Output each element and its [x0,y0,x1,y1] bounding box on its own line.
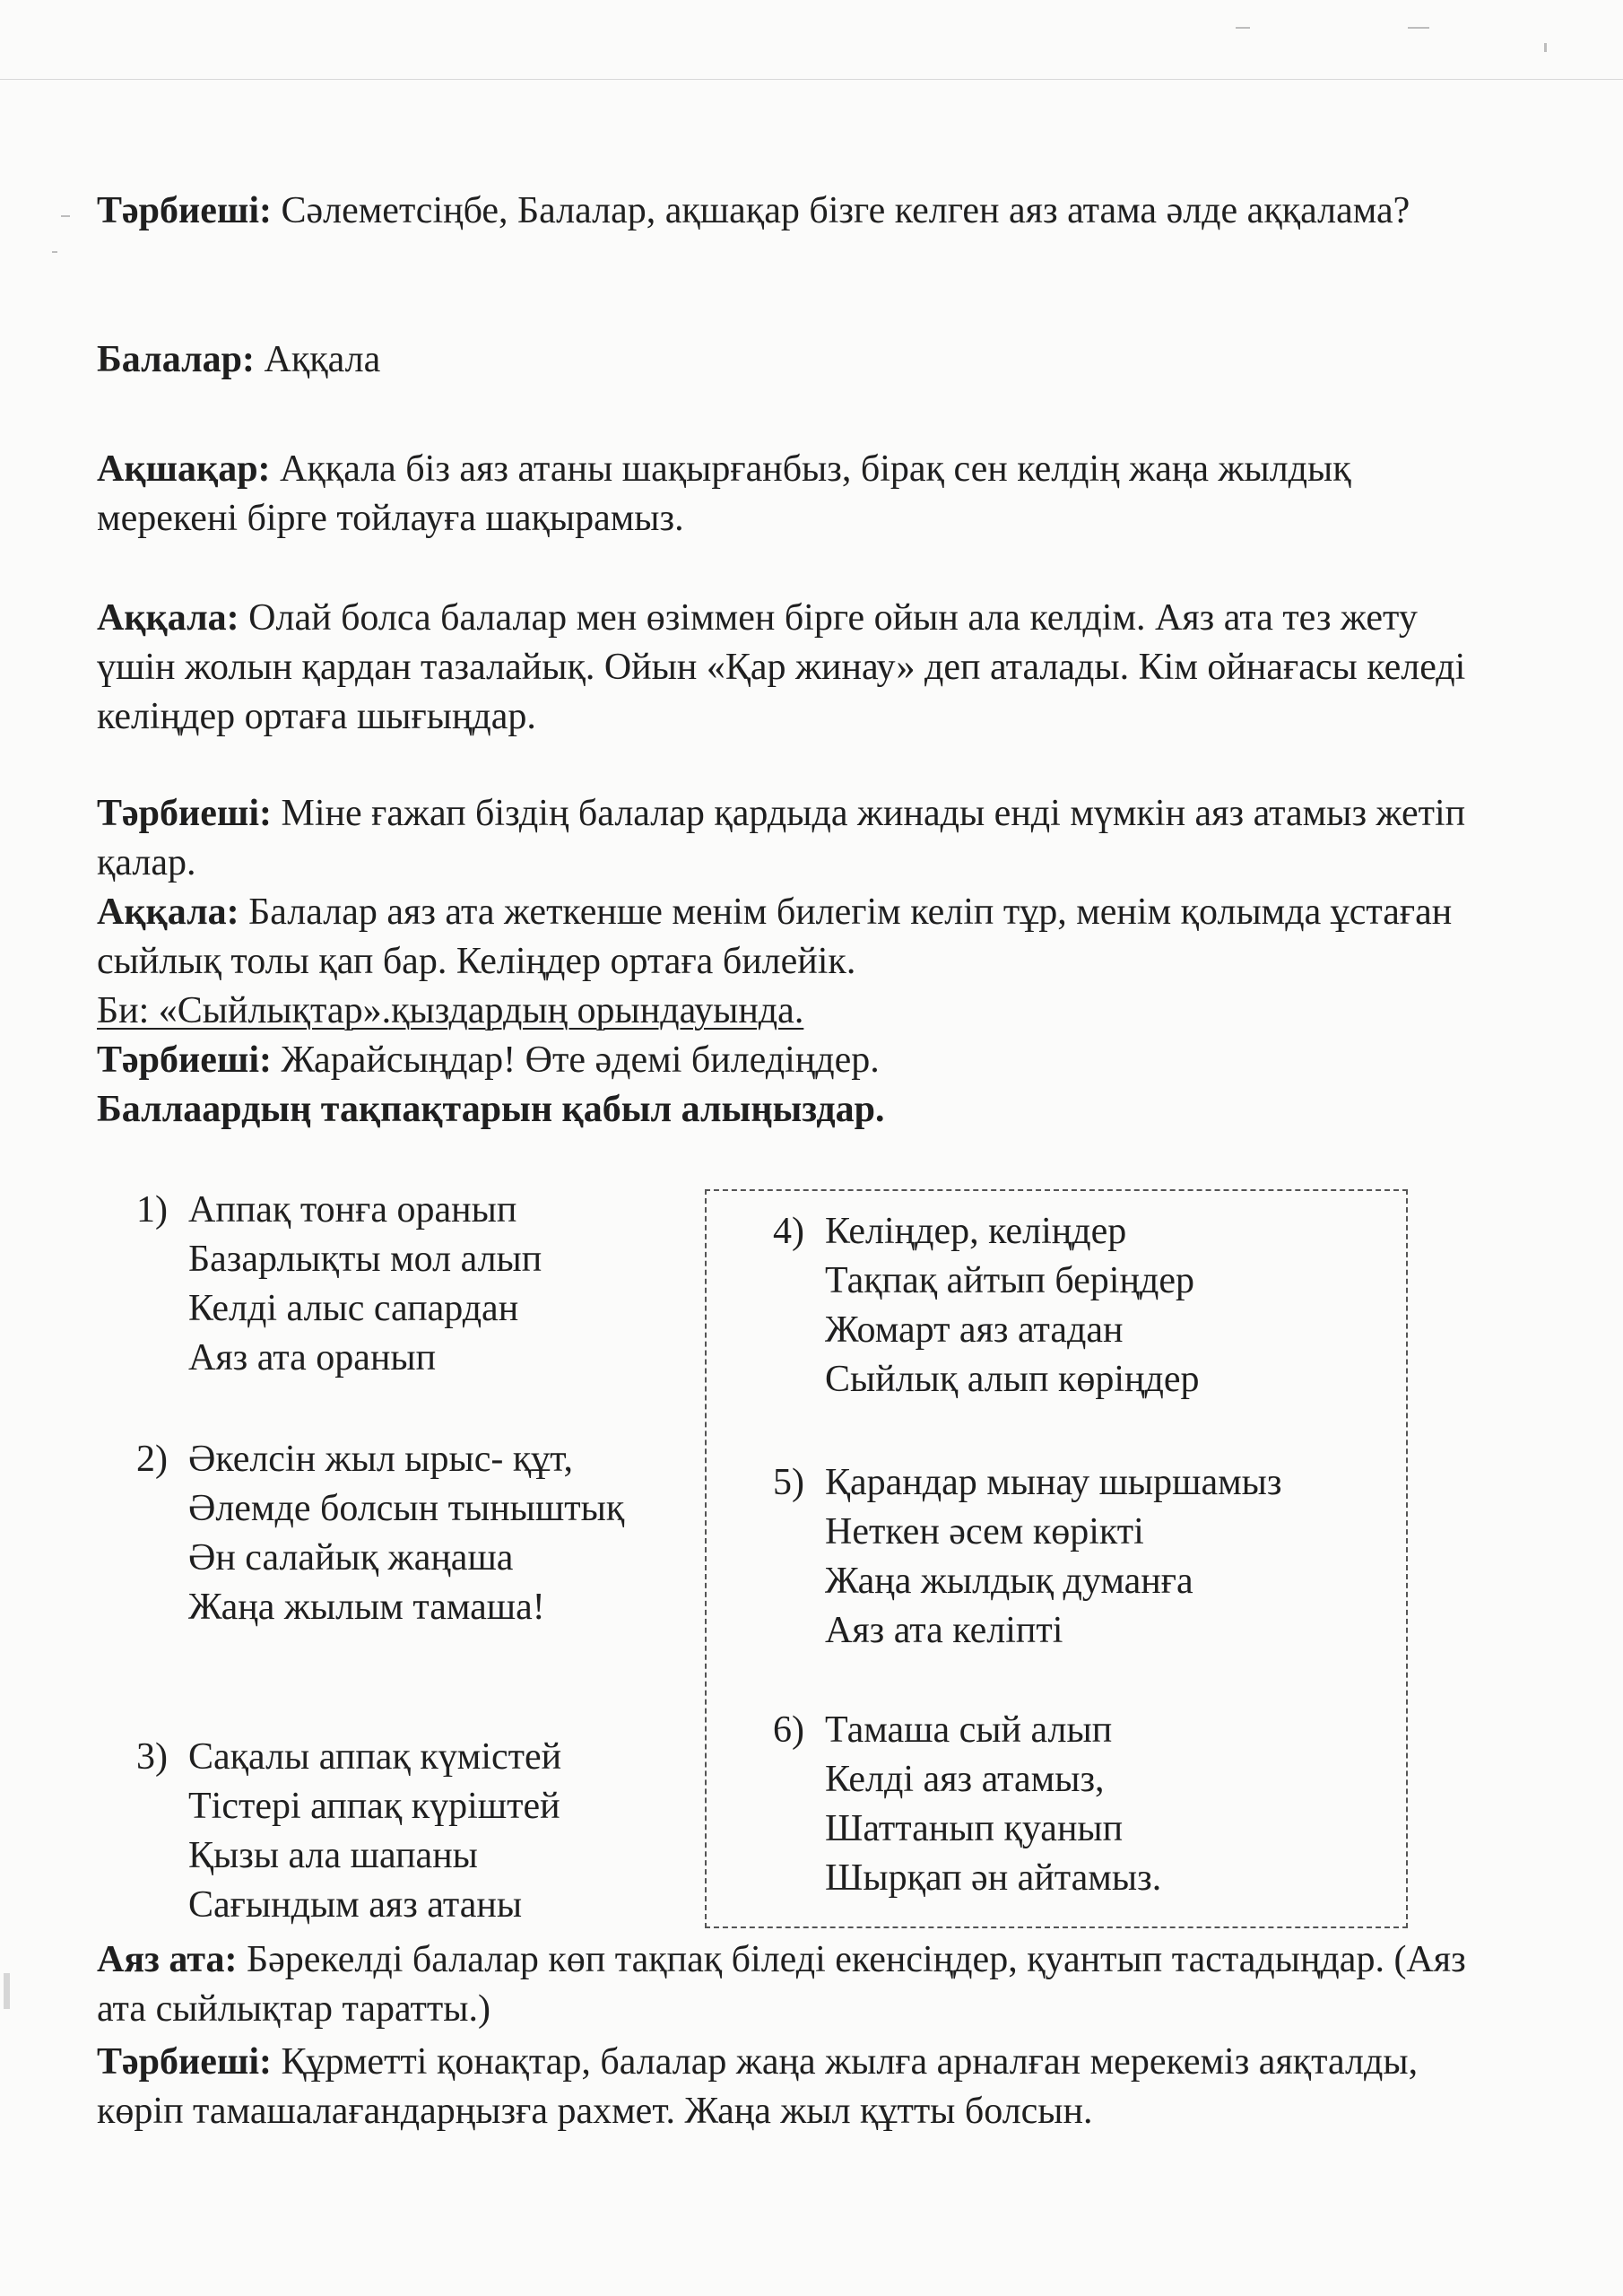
verse-line: Жаңа жылым тамаша! [188,1587,545,1628]
dialogue-text: Құрметті қонақтар, балалар жаңа жылға арналған мерекеміз аяқталды, көріп тамашалағандарңызға рахмет. Жаңа жыл құтты болсын. [97,2041,1419,2132]
speaker-label: Тәрбиеші: [97,190,272,231]
verse-line: Жаңа жылдық думанға [825,1561,1193,1602]
dialogue-text: Сәлеметсіңбе, Балалар, ақшақар бізге келген аяз атама әлде аққалама? [271,190,1410,231]
dialogue-paragraph [97,445,1496,544]
dialogue-text: Міне ғажап біздің балалар қардыда жинады енді мүмкін аяз атамыз жетіп қалар. [97,793,1466,883]
scan-top-edge [0,79,1623,80]
speaker-label: Тәрбиеші: [97,2041,272,2083]
verse-line: Сақалы аппақ күмістей [188,1736,562,1778]
verse-number: 4) [773,1211,804,1252]
verse-line: Жомарт аяз атадан [825,1309,1124,1351]
dialogue-paragraph [97,789,1496,888]
verse-line: Шырқап ән айтамыз. [825,1857,1162,1899]
verse-number: 3) [136,1736,168,1778]
verse-line: Шаттанып қуанып [825,1808,1124,1849]
verse-line: Аяз ата келіпті [825,1610,1063,1651]
verse-line: Келді алыс сапардан [188,1288,519,1329]
verse-line: Қарандар мынау шыршамыз [825,1462,1282,1503]
scan-speck [61,215,70,217]
verse-line: Қызы ала шапаны [188,1835,478,1876]
scan-speck [1544,43,1547,52]
scan-speck [1408,27,1429,29]
verse-1 [136,1186,542,1383]
dialogue-paragraph [97,2038,1496,2136]
dialogue-text: Жарайсыңдар! Өте әдемі биледіңдер. [271,1039,880,1081]
speaker-label: Аққала: [97,891,239,933]
verse-line: Базарлықты мол алып [188,1239,542,1280]
verse-number: 5) [773,1462,804,1503]
verse-number: 1) [136,1189,168,1231]
dialogue-paragraph [97,1935,1496,2034]
dialogue-text: Олай болса балалар мен өзіммен бірге ойын ала келдім. Аяз ата тез жету үшін жолын қардан тазалайық. Ойын «Қар жинау» деп аталады. Кім ойнағасы келеді келіңдер ортаға шығыңдар. [97,597,1466,737]
dialogue-text: Бәрекелді балалар көп тақпақ біледі екенсіңдер, қуантып тастадыңдар. (Аяз ата сыйлықтар таратты.) [97,1939,1466,2030]
scan-speck [1236,27,1250,29]
dialogue-paragraph [97,187,1496,236]
dance-note: Би: «Сыйлықтар».қыздардың орындауында. [97,990,804,1031]
verse-4 [773,1207,1200,1405]
section-heading: Баллаардың тақпақтарын қабыл алыңыздар. [97,1089,885,1130]
speaker-label: Аққала: [97,597,239,639]
verse-line: Ән салайық жаңаша [188,1537,514,1578]
verse-line: Неткен әсем көрікті [825,1511,1144,1552]
speaker-label: Ақшақар: [97,448,271,490]
dialogue-text: Балалар аяз ата жеткенше менім билегім келіп тұр, менім қолымда ұстаған сыйлық толы қап бар. Келіңдер ортаға билейік. [97,891,1453,982]
verse-line: Тістері аппақ күріштей [188,1786,560,1827]
verse-line: Сағындым аяз атаны [188,1884,523,1926]
verse-line: Тамаша сый алып [825,1709,1113,1751]
verse-line: Аяз ата оранып [188,1337,437,1378]
verse-line: Тақпақ айтып беріңдер [825,1260,1194,1301]
dialogue-paragraph [97,594,1496,742]
verse-line: Аппақ тонға оранып [188,1189,517,1231]
verse-line: Әкелсін жыл ырыс- құт, [188,1439,573,1480]
verse-line: Әлемде болсын тыныштық [188,1488,625,1529]
verse-3 [136,1733,561,1930]
speaker-label: Аяз ата: [97,1939,238,1980]
scan-speck [4,1973,10,2009]
scan-speck [52,251,57,253]
dialogue-text: Аққала [254,339,381,380]
verse-number: 2) [136,1439,168,1480]
verse-line: Келіңдер, келіңдер [825,1211,1127,1252]
speaker-label: Балалар: [97,339,255,380]
dialogue-text: Аққала біз аяз атаны шақырғанбыз, бірақ сен келдің жаңа жылдық мерекені бірге тойлауға шақырамыз. [97,448,1351,539]
speaker-label: Тәрбиеші: [97,1039,272,1081]
speaker-label: Тәрбиеші: [97,793,272,834]
dialogue-paragraph [97,335,1496,385]
dialogue-paragraph [97,888,1496,1135]
verse-2 [136,1435,624,1632]
verse-5 [773,1458,1282,1656]
verse-line: Сыйлық алып көріңдер [825,1359,1200,1400]
verse-6 [773,1706,1161,1903]
verse-number: 6) [773,1709,804,1751]
verse-line: Келді аяз атамыз, [825,1759,1105,1800]
